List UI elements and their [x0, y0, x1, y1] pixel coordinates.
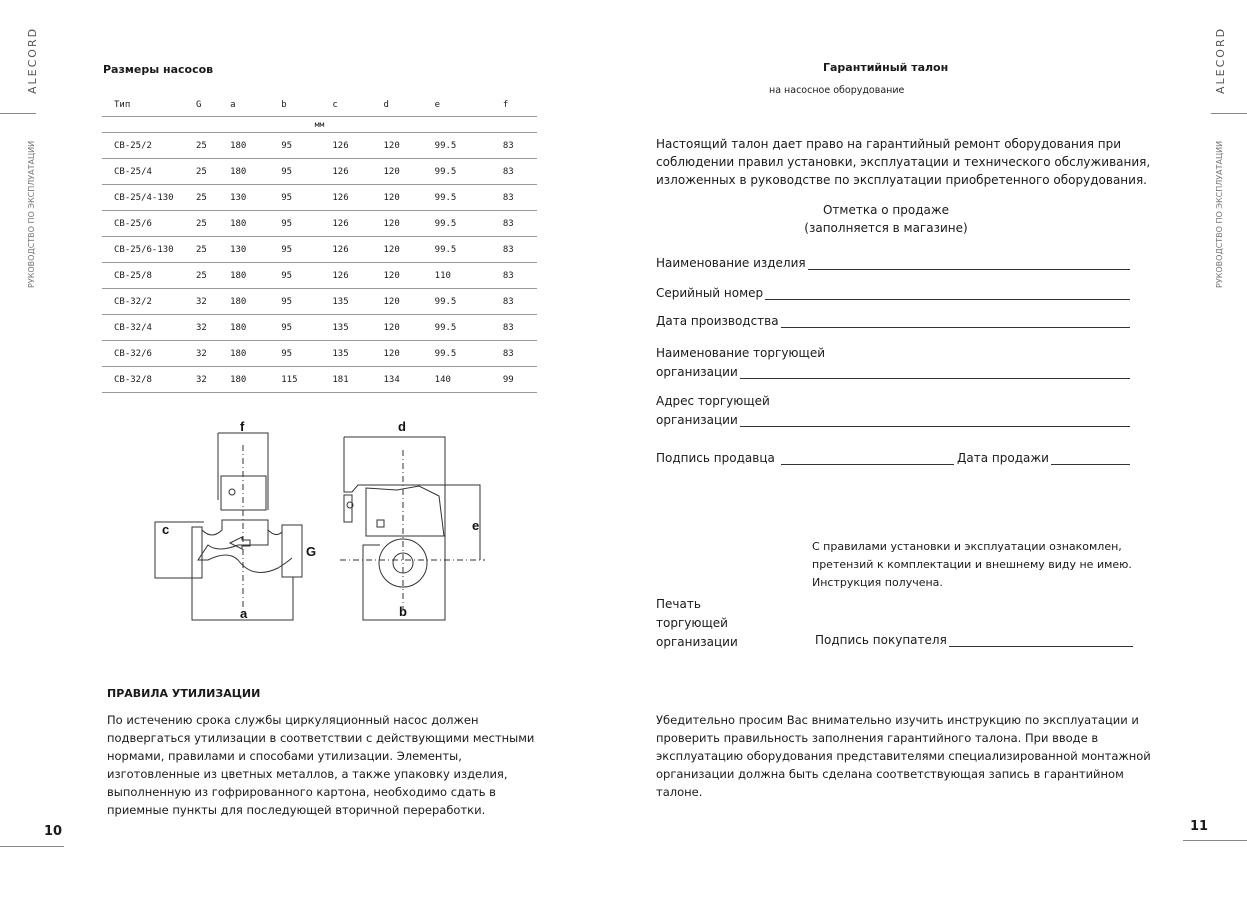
table-row [102, 263, 537, 289]
brand-label-right: ALECORD [1214, 26, 1227, 94]
table-cell: 115 [281, 367, 332, 393]
table-cell: 83 [503, 211, 537, 237]
divider [0, 846, 64, 847]
table-cell: 120 [384, 315, 435, 341]
buyer-signature-field[interactable] [815, 632, 1133, 647]
table-cell: 95 [281, 237, 332, 263]
stamp-line: торгующей [656, 616, 728, 630]
table-cell: СВ-25/4 [102, 159, 196, 185]
table-cell: 180 [230, 341, 281, 367]
table-cell: 135 [332, 315, 383, 341]
table-cell: 83 [503, 341, 537, 367]
table-cell: 99.5 [435, 315, 503, 341]
side-view [155, 433, 302, 620]
table-cell: 120 [384, 237, 435, 263]
table-cell: 120 [384, 341, 435, 367]
field-label: Наименование изделия [656, 256, 806, 270]
col-header: e [435, 94, 503, 117]
fill-line[interactable] [740, 364, 1130, 379]
table-row [102, 289, 537, 315]
table-cell: СВ-25/8 [102, 263, 196, 289]
table-cell: 25 [196, 159, 230, 185]
field-label: Подпись продавца [656, 451, 775, 465]
table-cell: 83 [503, 263, 537, 289]
divider [1211, 113, 1247, 114]
acknowledgement-text [812, 538, 1132, 592]
fill-line[interactable] [808, 255, 1130, 270]
table-cell: СВ-32/8 [102, 367, 196, 393]
table-cell: 99.5 [435, 341, 503, 367]
table-cell: 126 [332, 159, 383, 185]
table-cell: 99.5 [435, 185, 503, 211]
table-cell: 25 [196, 263, 230, 289]
ack-line: Инструкция получена. [812, 576, 943, 589]
ack-line: С правилами установки и эксплуатации ознакомлен, [812, 540, 1122, 553]
table-cell: СВ-25/6-130 [102, 237, 196, 263]
front-view [340, 437, 485, 620]
table-cell: 120 [384, 211, 435, 237]
dim-label-c: c [162, 522, 170, 537]
stamp-line: Печать [656, 597, 701, 611]
warranty-subtitle: на насосное оборудование [769, 85, 905, 96]
warranty-title: Гарантийный талон [823, 61, 949, 74]
table-cell: 83 [503, 133, 537, 159]
table-row [102, 133, 537, 159]
pump-sizes-title: Размеры насосов [103, 63, 214, 76]
sale-mark-label: Отметка о продаже [822, 203, 950, 217]
table-cell: СВ-25/2 [102, 133, 196, 159]
table-header [102, 94, 537, 117]
dim-label-d: d [398, 419, 406, 434]
org-address-label: Адрес торгующей [656, 394, 770, 408]
disposal-text: По истечению срока службы циркуляционный насос должен подвергаться утилизации в соответствии с действующими местными нормами, правилами и способами утилизации. Элементы, изготовленные из цветных металлов, а также упаковку изделия, выполненную из гофрированного картона, необходимо сдать в приемные пункты для последующей вторичной переработки. [107, 713, 535, 817]
dim-label-e: e [472, 518, 480, 533]
fill-line[interactable] [740, 412, 1130, 427]
table-cell: 95 [281, 341, 332, 367]
table-cell: 120 [384, 263, 435, 289]
table-cell: 32 [196, 289, 230, 315]
table-cell: 120 [384, 159, 435, 185]
fill-line[interactable] [781, 313, 1130, 328]
table-cell: 134 [384, 367, 435, 393]
table-cell: 126 [332, 263, 383, 289]
table-cell: 126 [332, 211, 383, 237]
field-label: Серийный номер [656, 286, 764, 300]
unit-row: мм [102, 117, 537, 133]
table-cell: 95 [281, 159, 332, 185]
pump-dimension-diagram [140, 410, 500, 630]
manual-subtitle-right: РУКОВОДСТВО ПО ЭКСПЛУАТАЦИИ [1215, 140, 1224, 288]
table-cell: 180 [230, 159, 281, 185]
col-header: Тип [102, 94, 196, 117]
page-number-left: 10 [44, 824, 63, 839]
table-cell: 99.5 [435, 133, 503, 159]
table-cell: СВ-32/4 [102, 315, 196, 341]
table-cell: 181 [332, 367, 383, 393]
stamp-line: организации [656, 635, 738, 649]
col-header: f [503, 94, 537, 117]
field-label: Дата продажи [957, 451, 1049, 465]
table-cell: 95 [281, 263, 332, 289]
table-cell: 95 [281, 133, 332, 159]
table-cell: 99.5 [435, 159, 503, 185]
table-cell: 130 [230, 185, 281, 211]
disposal-title: ПРАВИЛА УТИЛИЗАЦИИ [107, 687, 261, 700]
table-row [102, 211, 537, 237]
table-row [102, 367, 537, 393]
field-label: организации [656, 413, 738, 427]
org-address-field[interactable] [656, 412, 1130, 427]
org-name-field[interactable] [656, 364, 1130, 379]
table-cell: 25 [196, 185, 230, 211]
table-cell: 120 [384, 185, 435, 211]
field-label: организации [656, 365, 738, 379]
table-cell: 99.5 [435, 211, 503, 237]
table-cell: 25 [196, 133, 230, 159]
table-cell: СВ-32/6 [102, 341, 196, 367]
dim-label-f: f [240, 419, 245, 434]
table-row [102, 237, 537, 263]
divider [0, 113, 36, 114]
table-cell: 180 [230, 133, 281, 159]
col-header: a [230, 94, 281, 117]
table-row [102, 159, 537, 185]
table-cell: 126 [332, 237, 383, 263]
table-cell: 83 [503, 289, 537, 315]
fill-line[interactable] [765, 285, 1130, 300]
col-header: c [332, 94, 383, 117]
table-cell: СВ-25/4-130 [102, 185, 196, 211]
table-cell: 126 [332, 185, 383, 211]
table-cell: 130 [230, 237, 281, 263]
table-cell: 180 [230, 211, 281, 237]
table-cell: 83 [503, 315, 537, 341]
fill-line[interactable] [781, 450, 954, 465]
stamp-label [656, 595, 738, 652]
table-cell: 95 [281, 315, 332, 341]
dim-label-b: b [399, 604, 407, 619]
sale-date-field[interactable] [957, 450, 1130, 465]
warranty-intro: Настоящий талон дает право на гарантийный ремонт оборудования при соблюдении правил установки, эксплуатации и технического обслуживания, изложенных в руководстве по эксплуатации приобретенного оборудования. [656, 137, 1151, 187]
product-name-field[interactable] [656, 255, 1130, 270]
table-row [102, 341, 537, 367]
sale-mark-note: (заполняется в магазине) [804, 221, 968, 235]
field-label: Подпись покупателя [815, 633, 947, 647]
table-cell: 32 [196, 315, 230, 341]
seller-signature-field[interactable] [656, 450, 954, 465]
table-cell: 83 [503, 159, 537, 185]
table-cell: 25 [196, 211, 230, 237]
table-cell: 140 [435, 367, 503, 393]
col-header: G [196, 94, 230, 117]
warranty-footer-text: Убедительно просим Вас внимательно изучить инструкцию по эксплуатации и проверить правильность заполнения гарантийного талона. При вводе в эксплуатацию оборудования представителями специализированной монтажной организации должна быть сделана соответствующая запись в гарантийном талоне. [656, 713, 1151, 799]
dim-label-a: a [240, 606, 248, 621]
table-cell: 120 [384, 289, 435, 315]
table-cell: 32 [196, 341, 230, 367]
table-cell: 110 [435, 263, 503, 289]
table-cell: 126 [332, 133, 383, 159]
brand-label-left: ALECORD [26, 26, 39, 94]
table-cell: 135 [332, 341, 383, 367]
serial-number-field[interactable] [656, 285, 1130, 300]
table-cell: 95 [281, 289, 332, 315]
divider [1183, 840, 1247, 841]
table-cell: 95 [281, 185, 332, 211]
table-cell: 83 [503, 185, 537, 211]
table-cell: 83 [503, 237, 537, 263]
table-cell: 99.5 [435, 289, 503, 315]
dim-label-G: G [306, 544, 317, 559]
pump-sizes-table [102, 94, 537, 393]
col-header: b [281, 94, 332, 117]
table-cell: 135 [332, 289, 383, 315]
ack-line: претензий к комплектации и внешнему виду не имею. [812, 558, 1132, 571]
table-cell: СВ-25/6 [102, 211, 196, 237]
table-cell: 180 [230, 315, 281, 341]
table-cell: 32 [196, 367, 230, 393]
page-number-right: 11 [1190, 819, 1209, 834]
table-row [102, 185, 537, 211]
table-cell: 99.5 [435, 237, 503, 263]
table-cell: 120 [384, 133, 435, 159]
field-label: Дата производства [656, 314, 779, 328]
table-cell: 180 [230, 289, 281, 315]
org-name-label: Наименование торгующей [656, 346, 826, 360]
table-cell: 99 [503, 367, 537, 393]
production-date-field[interactable] [656, 313, 1130, 328]
col-header: d [384, 94, 435, 117]
table-cell: 25 [196, 237, 230, 263]
table-cell: 180 [230, 263, 281, 289]
manual-subtitle-left: РУКОВОДСТВО ПО ЭКСПЛУАТАЦИИ [27, 140, 36, 288]
table-cell: 95 [281, 211, 332, 237]
table-cell: СВ-32/2 [102, 289, 196, 315]
table-cell: 180 [230, 367, 281, 393]
table-row [102, 315, 537, 341]
fill-line[interactable] [949, 632, 1133, 647]
fill-line[interactable] [1051, 450, 1130, 465]
